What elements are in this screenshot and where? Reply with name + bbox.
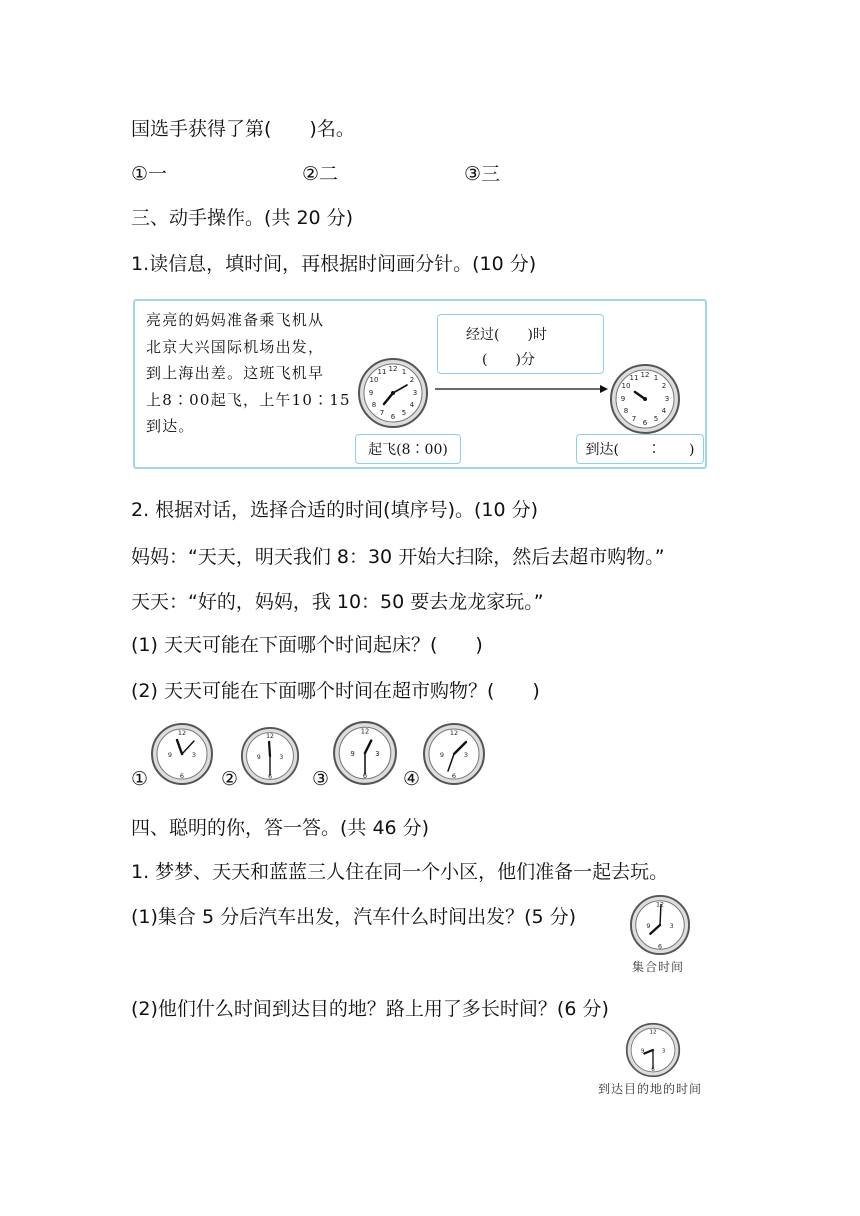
svg-text:10: 10 bbox=[621, 382, 631, 390]
svg-text:12: 12 bbox=[388, 365, 398, 373]
section-3-heading: 三、动手操作。(共 20 分) bbox=[131, 207, 354, 229]
arrival-clock bbox=[609, 363, 681, 435]
svg-text:4: 4 bbox=[409, 401, 415, 409]
svg-text:3: 3 bbox=[412, 389, 418, 397]
question-2-1: (1) 天天可能在下面哪个时间起床？( ) bbox=[131, 634, 483, 656]
question-4-1: 1. 梦梦、天天和蓝蓝三人住在同一个小区，他们准备一起去玩。 bbox=[131, 861, 669, 883]
choice-2-number: ② bbox=[221, 768, 239, 790]
mom-dialogue: 妈妈：“天天，明天我们 8：30 开始大扫除，然后去超市购物。” bbox=[131, 546, 665, 568]
svg-text:6: 6 bbox=[651, 1067, 655, 1073]
elapsed-time-box bbox=[437, 314, 604, 374]
option-2: ②二 bbox=[302, 163, 339, 185]
svg-text:12: 12 bbox=[656, 901, 664, 909]
svg-text:4: 4 bbox=[661, 407, 667, 415]
svg-text:6: 6 bbox=[658, 943, 662, 951]
svg-text:12: 12 bbox=[177, 729, 187, 737]
svg-text:2: 2 bbox=[409, 376, 415, 384]
svg-text:12: 12 bbox=[649, 1029, 657, 1036]
svg-text:9: 9 bbox=[368, 389, 374, 397]
svg-text:12: 12 bbox=[640, 371, 650, 379]
svg-text:5: 5 bbox=[401, 409, 407, 417]
svg-text:1: 1 bbox=[653, 374, 659, 382]
svg-text:12: 12 bbox=[360, 727, 370, 736]
svg-text:9: 9 bbox=[167, 751, 173, 759]
gather-time-label: 集合时间 bbox=[632, 960, 685, 974]
question-2-2: (2) 天天可能在下面哪个时间在超市购物？( ) bbox=[131, 680, 540, 702]
flight-info-box bbox=[133, 299, 707, 469]
arrival-time-label: 到达目的地的时间 bbox=[598, 1082, 703, 1096]
section-4-heading: 四、聪明的你，答一答。(共 46 分) bbox=[131, 817, 430, 839]
svg-text:1: 1 bbox=[401, 368, 407, 376]
svg-text:12: 12 bbox=[266, 733, 274, 741]
svg-text:3: 3 bbox=[375, 750, 380, 759]
elapsed-minutes: ( )分 bbox=[482, 352, 535, 368]
svg-text:9: 9 bbox=[439, 751, 445, 759]
choice-4-clock bbox=[422, 722, 486, 786]
svg-text:8: 8 bbox=[623, 407, 629, 415]
question-3-2: 2. 根据对话，选择合适的时间(填序号)。(10 分) bbox=[131, 499, 539, 521]
svg-text:11: 11 bbox=[629, 374, 639, 382]
svg-text:8: 8 bbox=[371, 401, 377, 409]
option-3: ③三 bbox=[464, 163, 501, 185]
flight-story: 亮亮的妈妈准备乘飞机从 北京大兴国际机场出发， 到上海出差。这班飞机早 上8∶00起飞，上午10∶15 到达。 bbox=[146, 311, 351, 435]
svg-text:6: 6 bbox=[179, 772, 185, 780]
svg-text:9: 9 bbox=[256, 753, 261, 761]
question-4-1-b: (2)他们什么时间到达目的地？路上用了多长时间？(6 分) bbox=[131, 998, 609, 1020]
svg-text:9: 9 bbox=[620, 395, 626, 403]
gather-time-clock bbox=[629, 894, 691, 956]
choice-3-number: ③ bbox=[312, 768, 330, 790]
svg-text:6: 6 bbox=[390, 413, 396, 421]
svg-text:6: 6 bbox=[362, 771, 368, 780]
svg-text:3: 3 bbox=[279, 753, 284, 761]
svg-text:7: 7 bbox=[379, 409, 385, 417]
svg-text:12: 12 bbox=[449, 729, 459, 737]
question-tail: 国选手获得了第( )名。 bbox=[131, 118, 355, 140]
svg-text:6: 6 bbox=[642, 419, 648, 427]
departure-clock bbox=[357, 357, 429, 429]
choice-1-clock bbox=[150, 722, 214, 786]
svg-text:11: 11 bbox=[377, 368, 387, 376]
choice-1-number: ① bbox=[131, 768, 149, 790]
svg-text:3: 3 bbox=[191, 751, 197, 759]
svg-text:2: 2 bbox=[661, 382, 667, 390]
svg-text:5: 5 bbox=[653, 415, 659, 423]
svg-text:6: 6 bbox=[451, 772, 457, 780]
question-4-1-a: (1)集合 5 分后汽车出发，汽车什么时间出发？(5 分) bbox=[131, 906, 577, 928]
svg-text:3: 3 bbox=[669, 922, 674, 930]
arrival-tag: 到达( ∶ ) bbox=[576, 434, 704, 464]
arrow bbox=[435, 383, 610, 395]
svg-text:7: 7 bbox=[631, 415, 637, 423]
svg-text:6: 6 bbox=[268, 773, 272, 781]
departure-tag: 起飞(8∶00) bbox=[355, 434, 461, 464]
svg-text:3: 3 bbox=[664, 395, 670, 403]
question-3-1: 1.读信息，填时间，再根据时间画分针。(10 分) bbox=[131, 253, 537, 275]
svg-text:9: 9 bbox=[350, 750, 355, 759]
arrival-time-clock bbox=[625, 1022, 681, 1078]
svg-text:9: 9 bbox=[646, 922, 651, 930]
svg-text:3: 3 bbox=[463, 751, 469, 759]
svg-text:9: 9 bbox=[640, 1048, 645, 1055]
choice-3-clock bbox=[332, 720, 398, 786]
tiantian-dialogue: 天天：“好的，妈妈，我 10：50 要去龙龙家玩。” bbox=[131, 591, 544, 613]
choice-4-number: ④ bbox=[403, 768, 421, 790]
svg-text:3: 3 bbox=[661, 1048, 666, 1055]
option-1: ①一 bbox=[131, 163, 168, 185]
elapsed-hours: 经过( )时 bbox=[466, 327, 547, 343]
choice-2-clock bbox=[240, 726, 300, 786]
svg-text:10: 10 bbox=[369, 376, 379, 384]
